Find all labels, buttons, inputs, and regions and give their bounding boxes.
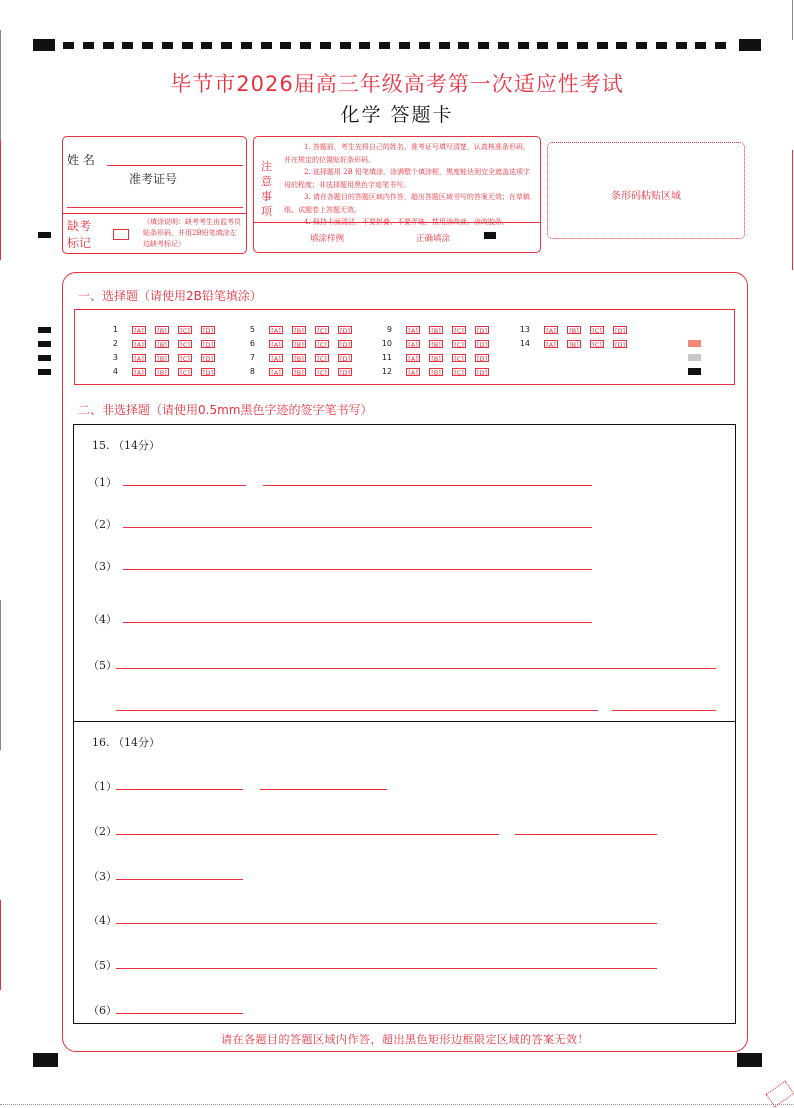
option-bubble-4-B[interactable]: [B] <box>155 368 169 376</box>
question-number: 12 <box>381 367 392 376</box>
timing-dash <box>340 42 351 49</box>
option-bubble-3-D[interactable]: [D] <box>202 355 214 363</box>
edge-line-left-red <box>0 140 1 260</box>
option-bubble-6-A[interactable]: [A] <box>269 340 283 348</box>
timing-mark-row2 <box>38 341 51 347</box>
q16-part3-blank[interactable] <box>116 879 243 880</box>
option-bubble-10-D[interactable]: [D] <box>476 341 488 349</box>
student-info-box <box>62 136 247 254</box>
q15-part5-blank3[interactable] <box>612 710 716 711</box>
timing-dash <box>577 42 588 49</box>
timing-dash <box>162 42 173 49</box>
barcode-label: 条形码粘贴区域 <box>611 191 681 202</box>
q15-part1-label: （1） <box>88 476 117 489</box>
q16-part2-label: （2） <box>88 825 117 838</box>
option-bubble-1-A[interactable]: [A] <box>132 326 146 334</box>
option-bubble-13-D[interactable]: [D] <box>614 327 626 335</box>
q15-part2-label: （2） <box>88 518 117 531</box>
option-bubble-6-C[interactable]: [C] <box>315 340 329 348</box>
option-bubble-11-B[interactable]: [B] <box>429 354 443 362</box>
option-bubble-6-D[interactable]: [D] <box>339 341 351 349</box>
option-bubble-2-A[interactable]: [A] <box>132 340 146 348</box>
absent-label-2: 标记 <box>67 236 92 250</box>
q16-title: 16. （14分） <box>92 736 160 749</box>
timing-dash <box>103 42 114 49</box>
q16-part5-label: （5） <box>88 959 117 972</box>
absent-note: （填涂说明：缺考考生由监考员贴条形码，并用2B铅笔填涂左边缺考标记） <box>143 218 241 248</box>
option-bubble-8-A[interactable]: [A] <box>269 368 283 376</box>
option-bubble-5-A[interactable]: [A] <box>269 326 283 334</box>
option-bubble-8-B[interactable]: [B] <box>292 368 306 376</box>
timing-dash <box>676 42 687 49</box>
question-number: 13 <box>519 325 530 334</box>
timing-dash <box>221 42 232 49</box>
q15-part4-label: （4） <box>88 613 117 626</box>
question-number: 14 <box>519 339 530 348</box>
exam-title: 毕节市2026届高三年级高考第一次适应性考试 <box>170 72 624 96</box>
option-bubble-3-A[interactable]: [A] <box>132 354 146 362</box>
q16-part6-label: （6） <box>88 1004 117 1017</box>
question-number: 10 <box>381 339 392 348</box>
option-bubble-11-D[interactable]: [D] <box>476 355 488 363</box>
corner-mark-bottom-left <box>33 1053 58 1067</box>
q16-part2-blank2[interactable] <box>515 834 657 835</box>
timing-dash <box>439 42 450 49</box>
q15-part2-blank[interactable] <box>123 527 592 528</box>
option-bubble-9-B[interactable]: [B] <box>429 326 443 334</box>
timing-dash <box>241 42 252 49</box>
correct-label: 正确填涂 <box>416 234 451 244</box>
option-bubble-8-D[interactable]: [D] <box>339 369 351 377</box>
option-bubble-3-C[interactable]: [C] <box>178 354 192 362</box>
timing-dash <box>458 42 469 49</box>
question-number: 3 <box>112 353 118 362</box>
absent-checkbox[interactable] <box>113 229 129 240</box>
timing-dash <box>636 42 647 49</box>
timing-dash <box>478 42 489 49</box>
timing-mark-row1 <box>38 327 51 333</box>
q16-part1-label: （1） <box>88 780 117 793</box>
option-bubble-1-C[interactable]: [C] <box>178 326 192 334</box>
option-bubble-13-C[interactable]: [C] <box>590 326 604 334</box>
timing-dash <box>182 42 193 49</box>
option-bubble-5-D[interactable]: [D] <box>339 327 351 335</box>
option-bubble-8-C[interactable]: [C] <box>315 368 329 376</box>
q15-part5-label: （5） <box>88 659 117 672</box>
question-number: 5 <box>249 325 255 334</box>
timing-dash <box>695 42 706 49</box>
option-bubble-14-D[interactable]: [D] <box>614 341 626 349</box>
timing-dash <box>597 42 608 49</box>
fill-sample-light <box>688 340 701 347</box>
option-bubble-13-B[interactable]: [B] <box>567 326 581 334</box>
name-field[interactable] <box>107 165 243 166</box>
edge-line-left-red-lower <box>0 900 1 990</box>
q16-part3-label: （3） <box>88 870 117 883</box>
edge-line-right-red <box>792 150 793 270</box>
question-number: 4 <box>112 367 118 376</box>
option-bubble-10-A[interactable]: [A] <box>406 340 420 348</box>
q15-part1-blank1[interactable] <box>123 485 246 486</box>
timing-dash <box>498 42 509 49</box>
question-number: 2 <box>112 339 118 348</box>
option-bubble-7-D[interactable]: [D] <box>339 355 351 363</box>
sample-label: 填涂样例 <box>310 234 345 244</box>
option-bubble-12-B[interactable]: [B] <box>429 368 443 376</box>
option-bubble-3-B[interactable]: [B] <box>155 354 169 362</box>
timing-dash <box>261 42 272 49</box>
question-number: 11 <box>381 353 392 362</box>
option-bubble-9-A[interactable]: [A] <box>406 326 420 334</box>
section2-title: 二、非选择题（请使用0.5mm黑色字迹的签字笔书写） <box>78 403 373 417</box>
exam-id-label: 准考证号 <box>129 172 178 186</box>
option-bubble-11-C[interactable]: [C] <box>452 354 466 362</box>
corner-mark-bottom-right <box>737 1053 762 1067</box>
option-bubble-6-B[interactable]: [B] <box>292 340 306 348</box>
footer-warning: 请在各题目的答题区域内作答，超出黑色矩形边框限定区域的答案无效！ <box>221 1033 589 1046</box>
timing-dash <box>201 42 212 49</box>
section1-title: 一、选择题（请使用2B铅笔填涂） <box>78 289 262 303</box>
absent-timing-mark <box>38 232 51 238</box>
fill-sample-gray <box>688 354 701 361</box>
option-bubble-5-C[interactable]: [C] <box>315 326 329 334</box>
q15-part3-blank[interactable] <box>123 569 592 570</box>
q15-part1-blank2[interactable] <box>263 485 592 486</box>
correct-fill-sample <box>484 232 496 239</box>
q15-part4-blank[interactable] <box>123 622 592 623</box>
q16-part4-blank[interactable] <box>116 923 657 924</box>
q15-title: 15. （14分） <box>92 439 160 452</box>
option-bubble-14-A[interactable]: [A] <box>544 340 558 348</box>
timing-dash <box>399 42 410 49</box>
timing-dash <box>656 42 667 49</box>
option-bubble-1-B[interactable]: [B] <box>155 326 169 334</box>
timing-dash <box>63 42 74 49</box>
timing-dash <box>419 42 430 49</box>
timing-dash <box>280 42 291 49</box>
choice-grid <box>74 309 735 385</box>
q15-part5-blank1[interactable] <box>116 668 716 669</box>
option-bubble-7-C[interactable]: [C] <box>315 354 329 362</box>
option-bubble-12-A[interactable]: [A] <box>406 368 420 376</box>
option-bubble-12-C[interactable]: [C] <box>452 368 466 376</box>
q16-part6-blank[interactable] <box>116 1013 243 1014</box>
question-number: 8 <box>249 367 255 376</box>
edge-line-left-lower <box>0 600 1 750</box>
option-bubble-2-B[interactable]: [B] <box>155 340 169 348</box>
timing-dash <box>300 42 311 49</box>
fill-sample-black <box>688 368 701 375</box>
question-number: 1 <box>112 325 118 334</box>
timing-dash <box>320 42 331 49</box>
notice-box <box>253 136 541 253</box>
question-number: 7 <box>249 353 255 362</box>
non-choice-frame <box>73 424 736 1024</box>
timing-dash <box>537 42 548 49</box>
timing-dash <box>142 42 153 49</box>
timing-dash <box>83 42 94 49</box>
option-bubble-11-A[interactable]: [A] <box>406 354 420 362</box>
q16-part5-blank[interactable] <box>116 968 657 969</box>
timing-dash <box>557 42 568 49</box>
option-bubble-2-C[interactable]: [C] <box>178 340 192 348</box>
option-bubble-4-C[interactable]: [C] <box>178 368 192 376</box>
exam-id-field[interactable] <box>67 207 243 208</box>
info-divider <box>63 213 246 214</box>
q16-part1-blank1[interactable] <box>116 789 243 790</box>
timing-mark-row4 <box>38 369 51 375</box>
option-bubble-4-A[interactable]: [A] <box>132 368 146 376</box>
option-bubble-7-B[interactable]: [B] <box>292 354 306 362</box>
q15-part5-blank2[interactable] <box>116 710 598 711</box>
timing-dash <box>715 42 726 49</box>
timing-dash <box>616 42 627 49</box>
timing-dash <box>359 42 370 49</box>
q16-part2-blank1[interactable] <box>116 834 499 835</box>
notice-heading: 注 意 事 项 <box>261 160 272 218</box>
q-divider <box>73 721 736 722</box>
question-number: 9 <box>386 325 392 334</box>
name-label: 姓 名 <box>67 153 95 167</box>
option-bubble-14-C[interactable]: [C] <box>590 340 604 348</box>
option-bubble-9-D[interactable]: [D] <box>476 327 488 335</box>
option-bubble-10-B[interactable]: [B] <box>429 340 443 348</box>
q16-part1-blank2[interactable] <box>260 789 387 790</box>
edge-line-right <box>792 0 793 40</box>
q15-part3-label: （3） <box>88 560 117 573</box>
option-bubble-13-A[interactable]: [A] <box>544 326 558 334</box>
q16-part4-label: （4） <box>88 914 117 927</box>
option-bubble-12-D[interactable]: [D] <box>476 369 488 377</box>
timing-mark-row3 <box>38 355 51 361</box>
option-bubble-14-B[interactable]: [B] <box>567 340 581 348</box>
option-bubble-2-D[interactable]: [D] <box>202 341 214 349</box>
option-bubble-1-D[interactable]: [D] <box>202 327 214 335</box>
notice-text: 1. 答题前，考生先将自己的姓名、准考证号填写清楚，认真核准条形码，并在规定的位置贴好条形码。 2. 选择题用 2B 铅笔填涂，涂满整个填涂框，黑度能达到完全遮盖选项字母的程度；非选择题用黑色字迹笔书写。 3. 请在各题目的答题区域内作答，超出答题区域书写的答案无效；在草稿纸、试题卷上答题无效。 4. 保持卡面清洁，不要折叠、不要弄破，禁用涂改液、涂改胶条。 <box>284 143 530 226</box>
option-bubble-9-C[interactable]: [C] <box>452 326 466 334</box>
option-bubble-5-B[interactable]: [B] <box>292 326 306 334</box>
timing-dash <box>518 42 529 49</box>
option-bubble-4-D[interactable]: [D] <box>202 369 214 377</box>
timing-dash <box>379 42 390 49</box>
timing-dash <box>122 42 133 49</box>
notice-divider <box>254 222 540 223</box>
absent-label-1: 缺考 <box>67 219 92 233</box>
option-bubble-10-C[interactable]: [C] <box>452 340 466 348</box>
option-bubble-7-A[interactable]: [A] <box>269 354 283 362</box>
question-number: 6 <box>249 339 255 348</box>
bottom-dotted-edge <box>0 1104 794 1105</box>
timing-track-top <box>33 38 763 52</box>
sheet-subtitle: 化学 答题卡 <box>340 104 454 126</box>
barcode-area <box>547 142 745 239</box>
